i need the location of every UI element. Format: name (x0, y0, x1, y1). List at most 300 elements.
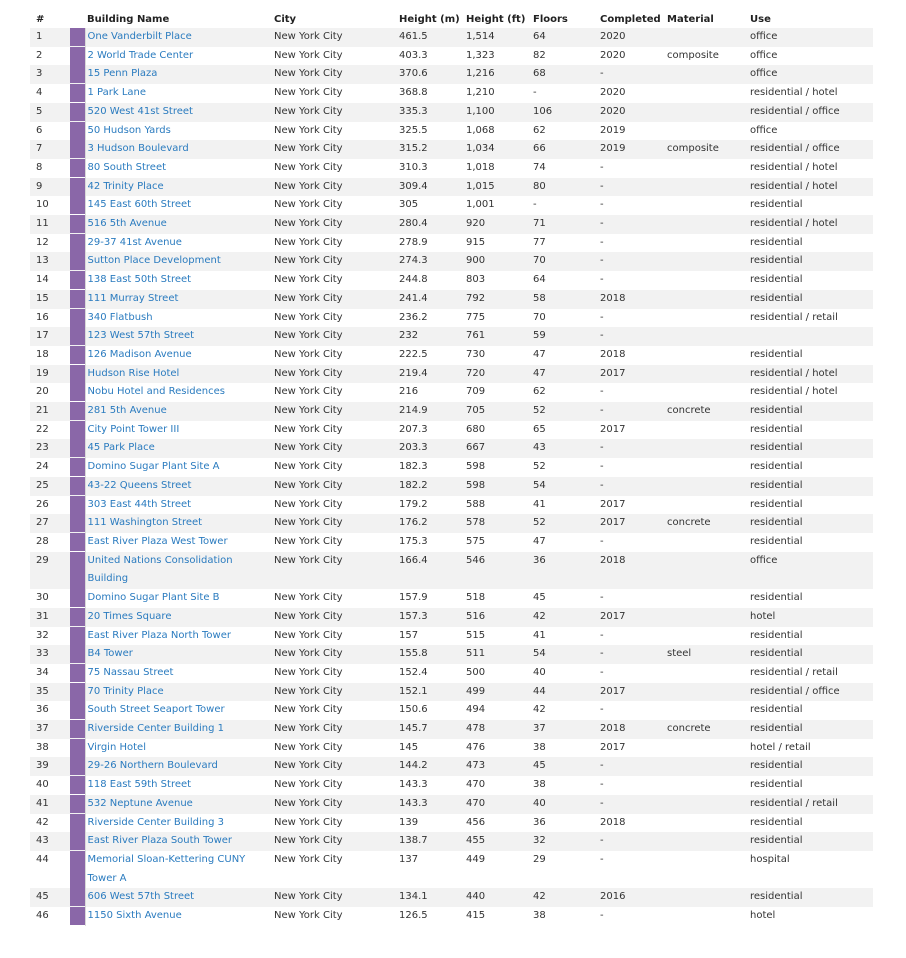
header-building-name[interactable]: Building Name (87, 13, 170, 25)
cell-rank: 36 (30, 701, 70, 720)
cell-floors: 70 (533, 252, 600, 271)
building-name-link[interactable]: 42 Trinity Place (87, 180, 164, 192)
rank-indicator-bar (70, 28, 85, 46)
cell-completed: - (600, 776, 667, 795)
cell-height-ft: 511 (466, 645, 533, 664)
building-name-link[interactable]: B4 Tower (87, 648, 133, 660)
table-row (30, 458, 873, 477)
cell-completed: 2016 (600, 888, 667, 907)
row-color-bar (70, 47, 85, 66)
cell-rank: 42 (30, 814, 70, 833)
cell-rank: 14 (30, 271, 70, 290)
cell-completed: 2017 (600, 739, 667, 758)
cell-floors: 65 (533, 421, 600, 440)
row-color-bar (70, 439, 85, 458)
row-color-bar (70, 683, 85, 702)
cell-material (667, 346, 750, 365)
cell-height-m: 203.3 (399, 439, 466, 458)
cell-rank: 33 (30, 645, 70, 664)
cell-material: concrete (667, 402, 750, 421)
table-row (30, 776, 873, 795)
header-height-m[interactable]: Height (m) (399, 13, 460, 25)
cell-height-ft: 680 (466, 421, 533, 440)
cell-city: New York City (274, 776, 399, 795)
cell-building-name (85, 739, 274, 758)
cell-city: New York City (274, 159, 399, 178)
cell-rank: 23 (30, 439, 70, 458)
row-color-bar (70, 327, 85, 346)
cell-rank: 34 (30, 664, 70, 683)
header-completed[interactable]: Completed (600, 13, 661, 25)
cell-rank: 41 (30, 795, 70, 814)
buildings-table (30, 10, 874, 926)
cell-height-ft: 705 (466, 402, 533, 421)
row-color-bar (70, 907, 85, 926)
cell-height-ft: 449 (466, 851, 533, 888)
cell-height-ft: 515 (466, 627, 533, 646)
cell-height-m: 216 (399, 383, 466, 402)
cell-material (667, 814, 750, 833)
cell-completed: - (600, 533, 667, 552)
cell-use: residential / office (750, 140, 873, 159)
cell-rank: 24 (30, 458, 70, 477)
header-rank[interactable]: # (36, 13, 45, 25)
cell-rank: 27 (30, 514, 70, 533)
cell-floors: - (533, 196, 600, 215)
cell-city: New York City (274, 701, 399, 720)
cell-floors: 47 (533, 346, 600, 365)
table-row (30, 795, 873, 814)
cell-height-ft: 415 (466, 907, 533, 926)
building-name-link[interactable]: 20 Times Square (87, 610, 172, 622)
cell-height-ft: 518 (466, 589, 533, 608)
header-material[interactable]: Material (667, 13, 714, 25)
rank-indicator-bar (70, 159, 85, 177)
building-name-link[interactable]: 2 World Trade Center (87, 49, 194, 61)
table-row (30, 888, 873, 907)
cell-rank: 43 (30, 832, 70, 851)
building-name-link[interactable]: 126 Madison Avenue (87, 348, 192, 360)
cell-completed: 2019 (600, 122, 667, 141)
cell-completed: - (600, 252, 667, 271)
row-color-bar (70, 178, 85, 197)
cell-height-ft: 470 (466, 795, 533, 814)
cell-rank: 19 (30, 365, 70, 384)
building-name-link[interactable]: 15 Penn Plaza (87, 68, 158, 80)
building-name-link[interactable]: 29-26 Northern Boulevard (87, 760, 218, 772)
cell-use: residential (750, 533, 873, 552)
cell-use: residential (750, 439, 873, 458)
cell-height-m: 134.1 (399, 888, 466, 907)
cell-building-name (85, 290, 274, 309)
row-color-bar (70, 739, 85, 758)
rank-indicator-bar (70, 122, 85, 140)
cell-material (667, 533, 750, 552)
row-color-bar (70, 365, 85, 384)
building-name-link[interactable]: United Nations Consolidation Building (87, 554, 233, 585)
rank-indicator-bar (70, 290, 85, 308)
cell-building-name (85, 814, 274, 833)
cell-height-m: 166.4 (399, 552, 466, 589)
cell-city: New York City (274, 234, 399, 253)
cell-building-name (85, 383, 274, 402)
cell-height-ft: 1,015 (466, 178, 533, 197)
cell-use: residential / hotel (750, 365, 873, 384)
building-name-link[interactable]: 340 Flatbush (87, 311, 153, 323)
building-name-link[interactable]: 111 Washington Street (87, 517, 203, 529)
rank-indicator-bar (70, 514, 85, 532)
table-row (30, 701, 873, 720)
building-name-link[interactable]: 45 Park Place (87, 442, 155, 454)
table-row (30, 608, 873, 627)
cell-use: residential (750, 757, 873, 776)
table-row (30, 271, 873, 290)
cell-floors: 54 (533, 645, 600, 664)
cell-material (667, 477, 750, 496)
cell-height-m: 175.3 (399, 533, 466, 552)
building-name-link[interactable]: East River Plaza West Tower (87, 535, 228, 547)
cell-use: residential / retail (750, 795, 873, 814)
cell-use: hotel (750, 907, 873, 926)
cell-use: residential / office (750, 103, 873, 122)
building-name-link[interactable]: Nobu Hotel and Residences (87, 386, 225, 398)
row-color-bar (70, 103, 85, 122)
cell-use: hotel (750, 608, 873, 627)
table-row (30, 496, 873, 515)
cell-floors: 74 (533, 159, 600, 178)
cell-floors: 45 (533, 589, 600, 608)
cell-use: residential (750, 776, 873, 795)
building-name-link[interactable]: One Vanderbilt Place (87, 31, 192, 42)
building-name-link[interactable]: 70 Trinity Place (87, 685, 164, 697)
table-row (30, 683, 873, 702)
cell-city: New York City (274, 608, 399, 627)
row-color-bar (70, 608, 85, 627)
building-name-link[interactable]: 29-37 41st Avenue (87, 236, 182, 248)
row-color-bar (70, 795, 85, 814)
table-row (30, 832, 873, 851)
cell-rank: 2 (30, 47, 70, 66)
cell-floors: 41 (533, 627, 600, 646)
cell-rank: 18 (30, 346, 70, 365)
cell-floors: 52 (533, 402, 600, 421)
cell-completed: - (600, 178, 667, 197)
cell-rank: 37 (30, 720, 70, 739)
rank-indicator-bar (70, 814, 85, 832)
cell-city: New York City (274, 215, 399, 234)
cell-material (667, 552, 750, 589)
building-name-link[interactable]: 3 Hudson Boulevard (87, 143, 189, 155)
cell-material (667, 84, 750, 103)
cell-material (667, 122, 750, 141)
cell-completed: - (600, 795, 667, 814)
cell-height-ft: 1,514 (466, 28, 533, 47)
cell-use: residential (750, 346, 873, 365)
row-color-bar (70, 271, 85, 290)
cell-use: residential (750, 832, 873, 851)
building-name-link[interactable]: East River Plaza South Tower (87, 835, 233, 847)
cell-height-ft: 1,034 (466, 140, 533, 159)
cell-floors: 41 (533, 496, 600, 515)
cell-height-ft: 494 (466, 701, 533, 720)
cell-city: New York City (274, 664, 399, 683)
cell-floors: 44 (533, 683, 600, 702)
rank-indicator-bar (70, 421, 85, 439)
building-name-link[interactable]: South Street Seaport Tower (87, 704, 225, 716)
table-row (30, 140, 873, 159)
table-row (30, 814, 873, 833)
cell-city: New York City (274, 421, 399, 440)
cell-building-name (85, 757, 274, 776)
building-name-link[interactable]: Riverside Center Building 1 (87, 723, 225, 735)
rank-indicator-bar (70, 103, 85, 121)
building-name-link[interactable]: 145 East 60th Street (87, 199, 192, 211)
building-name-link[interactable]: Memorial Sloan-Kettering CUNY Tower A (87, 853, 246, 884)
row-color-bar (70, 402, 85, 421)
cell-height-m: 138.7 (399, 832, 466, 851)
rank-indicator-bar (70, 271, 85, 289)
cell-use: residential (750, 589, 873, 608)
cell-building-name (85, 402, 274, 421)
cell-use: residential (750, 645, 873, 664)
row-color-bar (70, 776, 85, 795)
building-name-link[interactable]: Domino Sugar Plant Site A (87, 461, 220, 473)
cell-city: New York City (274, 496, 399, 515)
cell-height-m: 179.2 (399, 496, 466, 515)
cell-completed: - (600, 907, 667, 926)
building-name-link[interactable]: 123 West 57th Street (87, 330, 195, 342)
building-name-link[interactable]: 43-22 Queens Street (87, 479, 192, 491)
cell-completed: - (600, 645, 667, 664)
row-color-bar (70, 383, 85, 402)
building-name-link[interactable]: City Point Tower III (87, 423, 180, 435)
rank-indicator-bar (70, 215, 85, 233)
cell-height-ft: 667 (466, 439, 533, 458)
building-name-link[interactable]: 111 Murray Street (87, 292, 179, 304)
building-name-link[interactable]: Sutton Place Development (87, 255, 221, 267)
cell-material (667, 589, 750, 608)
cell-city: New York City (274, 739, 399, 758)
rank-indicator-bar (70, 795, 85, 813)
cell-building-name (85, 907, 274, 926)
cell-height-m: 241.4 (399, 290, 466, 309)
building-name-link[interactable]: 50 Hudson Yards (87, 124, 171, 136)
cell-floors: 68 (533, 65, 600, 84)
row-color-bar (70, 290, 85, 309)
building-name-link[interactable]: 303 East 44th Street (87, 498, 192, 510)
cell-building-name (85, 327, 274, 346)
cell-material: composite (667, 47, 750, 66)
header-use[interactable]: Use (750, 13, 771, 25)
cell-material (667, 65, 750, 84)
cell-height-ft: 1,216 (466, 65, 533, 84)
cell-completed: - (600, 439, 667, 458)
cell-city: New York City (274, 514, 399, 533)
cell-height-m: 309.4 (399, 178, 466, 197)
building-name-link[interactable]: 80 South Street (87, 161, 167, 173)
cell-height-m: 144.2 (399, 757, 466, 776)
cell-completed: - (600, 234, 667, 253)
cell-height-ft: 588 (466, 496, 533, 515)
cell-completed: - (600, 664, 667, 683)
building-name-link[interactable]: 532 Neptune Avenue (87, 797, 193, 809)
cell-height-m: 152.1 (399, 683, 466, 702)
table-row (30, 552, 873, 589)
cell-rank: 31 (30, 608, 70, 627)
rank-indicator-bar (70, 589, 85, 607)
rank-indicator-bar (70, 851, 85, 888)
cell-height-m: 137 (399, 851, 466, 888)
row-color-bar (70, 701, 85, 720)
rank-indicator-bar (70, 140, 85, 158)
rank-indicator-bar (70, 701, 85, 719)
cell-city: New York City (274, 28, 399, 47)
cell-use: residential (750, 627, 873, 646)
cell-use: residential (750, 458, 873, 477)
cell-rank: 20 (30, 383, 70, 402)
cell-building-name (85, 215, 274, 234)
table-row (30, 28, 873, 47)
rank-indicator-bar (70, 496, 85, 514)
cell-use: office (750, 122, 873, 141)
cell-use: office (750, 552, 873, 589)
table-row (30, 122, 873, 141)
cell-use: residential / retail (750, 309, 873, 328)
table-row (30, 477, 873, 496)
cell-height-m: 143.3 (399, 776, 466, 795)
cell-height-m: 219.4 (399, 365, 466, 384)
cell-height-ft: 476 (466, 739, 533, 758)
row-color-bar (70, 84, 85, 103)
rank-indicator-bar (70, 664, 85, 682)
rank-indicator-bar (70, 252, 85, 270)
table-row (30, 664, 873, 683)
row-color-bar (70, 496, 85, 515)
cell-rank: 39 (30, 757, 70, 776)
cell-rank: 35 (30, 683, 70, 702)
cell-city: New York City (274, 458, 399, 477)
cell-floors: 38 (533, 907, 600, 926)
cell-floors: 40 (533, 664, 600, 683)
rank-indicator-bar (70, 645, 85, 663)
cell-use: office (750, 47, 873, 66)
cell-floors: 36 (533, 814, 600, 833)
building-name-link[interactable]: 118 East 59th Street (87, 779, 192, 791)
cell-floors: 62 (533, 383, 600, 402)
cell-building-name (85, 608, 274, 627)
table-row (30, 84, 873, 103)
row-color-bar (70, 65, 85, 84)
table-row (30, 439, 873, 458)
header-height-ft[interactable]: Height (ft) (466, 13, 526, 25)
building-name-link[interactable]: Hudson Rise Hotel (87, 367, 180, 379)
cell-completed: 2017 (600, 683, 667, 702)
cell-height-m: 325.5 (399, 122, 466, 141)
cell-building-name (85, 234, 274, 253)
cell-height-m: 236.2 (399, 309, 466, 328)
cell-use: office (750, 65, 873, 84)
building-name-link[interactable]: 516 5th Avenue (87, 218, 167, 230)
cell-building-name (85, 552, 274, 589)
rank-indicator-bar (70, 365, 85, 383)
header-city[interactable]: City (274, 13, 297, 25)
cell-use: residential (750, 514, 873, 533)
cell-completed: 2017 (600, 608, 667, 627)
rank-indicator-bar (70, 907, 85, 925)
building-name-link[interactable]: 138 East 50th Street (87, 274, 192, 286)
rank-indicator-bar (70, 832, 85, 850)
cell-city: New York City (274, 47, 399, 66)
cell-use: residential (750, 234, 873, 253)
cell-height-ft: 915 (466, 234, 533, 253)
cell-building-name (85, 196, 274, 215)
cell-material (667, 178, 750, 197)
cell-height-m: 143.3 (399, 795, 466, 814)
cell-rank: 7 (30, 140, 70, 159)
cell-height-m: 315.2 (399, 140, 466, 159)
row-color-bar (70, 196, 85, 215)
cell-height-m: 207.3 (399, 421, 466, 440)
building-name-link[interactable]: 1150 Sixth Avenue (87, 910, 182, 922)
cell-building-name (85, 439, 274, 458)
cell-completed: - (600, 159, 667, 178)
cell-building-name (85, 346, 274, 365)
row-color-bar (70, 159, 85, 178)
cell-material: concrete (667, 514, 750, 533)
cell-height-ft: 598 (466, 477, 533, 496)
row-color-bar (70, 645, 85, 664)
table-row (30, 589, 873, 608)
cell-completed: - (600, 851, 667, 888)
building-name-link[interactable]: 75 Nassau Street (87, 666, 174, 678)
cell-rank: 12 (30, 234, 70, 253)
cell-rank: 40 (30, 776, 70, 795)
table-row (30, 514, 873, 533)
cell-building-name (85, 159, 274, 178)
cell-material: steel (667, 645, 750, 664)
cell-material (667, 739, 750, 758)
row-color-bar (70, 851, 85, 888)
table-row (30, 851, 873, 888)
cell-floors: 40 (533, 795, 600, 814)
building-name-link[interactable]: 1 Park Lane (87, 87, 147, 99)
cell-height-m: 157.3 (399, 608, 466, 627)
building-name-link[interactable]: 606 West 57th Street (87, 891, 195, 903)
row-color-bar (70, 814, 85, 833)
cell-use: residential (750, 421, 873, 440)
building-name-link[interactable]: 281 5th Avenue (87, 405, 167, 417)
building-name-link[interactable]: Domino Sugar Plant Site B (87, 592, 220, 604)
cell-floors: 58 (533, 290, 600, 309)
rank-indicator-bar (70, 888, 85, 906)
building-name-link[interactable]: 520 West 41st Street (87, 105, 193, 117)
cell-building-name (85, 309, 274, 328)
building-name-link[interactable]: East River Plaza North Tower (87, 629, 231, 641)
building-name-link[interactable]: Virgin Hotel (87, 741, 146, 753)
cell-rank: 28 (30, 533, 70, 552)
cell-material (667, 439, 750, 458)
row-color-bar (70, 477, 85, 496)
cell-rank: 22 (30, 421, 70, 440)
cell-rank: 1 (30, 28, 70, 47)
cell-floors: 36 (533, 552, 600, 589)
table-row (30, 627, 873, 646)
header-floors[interactable]: Floors (533, 13, 568, 25)
cell-height-ft: 455 (466, 832, 533, 851)
cell-height-m: 152.4 (399, 664, 466, 683)
building-name-link[interactable]: Riverside Center Building 3 (87, 816, 225, 828)
cell-height-ft: 456 (466, 814, 533, 833)
